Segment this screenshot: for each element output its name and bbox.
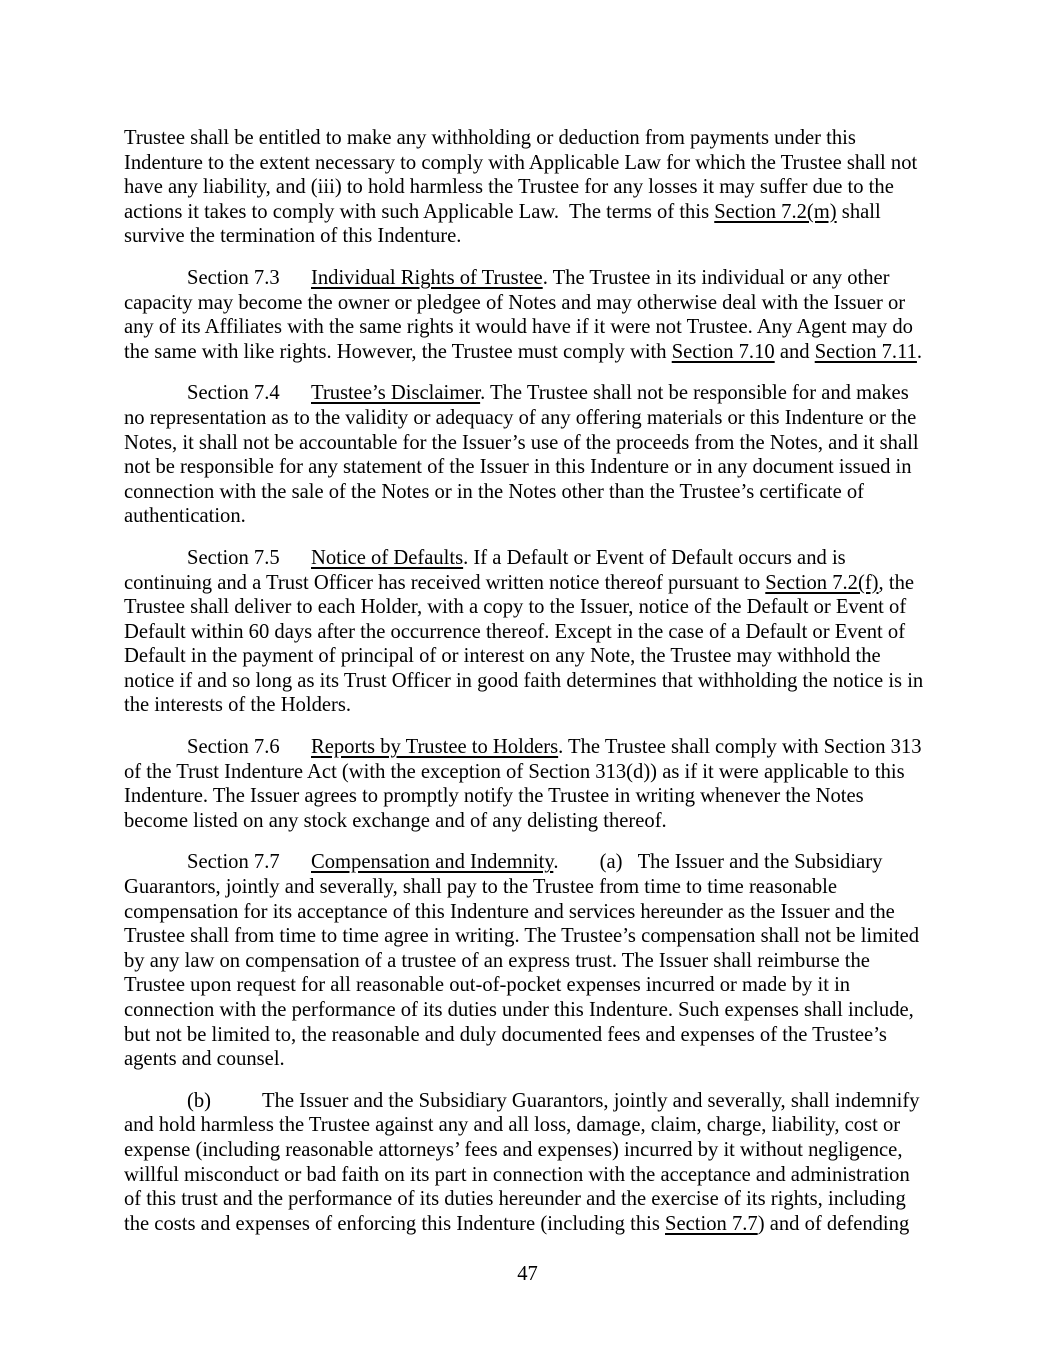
section-7-6-number: Section 7.6 bbox=[187, 736, 280, 759]
section-ref-7-2-f: Section 7.2(f) bbox=[765, 571, 879, 594]
subsection-b-paragraph bbox=[124, 1089, 931, 1237]
body-text: . bbox=[916, 340, 923, 363]
body-text: and bbox=[774, 340, 815, 363]
section-7-7-heading: Compensation and Indemnity bbox=[311, 851, 554, 874]
section-7-7-paragraph bbox=[124, 850, 931, 1071]
section-7-4-heading: Trustee’s Disclaimer bbox=[311, 382, 481, 405]
body-text: shall survive the termination of this Indenture. bbox=[124, 200, 881, 248]
subsection-b-label: (b) bbox=[187, 1089, 212, 1112]
section-ref-7-11: Section 7.11 bbox=[814, 340, 917, 363]
section-7-4-paragraph bbox=[124, 381, 931, 529]
paragraph-continuation bbox=[124, 126, 931, 249]
body-text: . The Trustee in its individual or any other capacity may become the owner or pledgee of Notes and may otherwise deal with the Issuer or any of its Affiliates with the same rights it would have if it were not Trustee. Any Agent may do the same with like rights. However, the Trustee must comply with bbox=[124, 266, 913, 363]
body-text: . (a) The Issuer and the Subsidiary Guarantors, jointly and severally, shall pay to the Trustee from time to time reasonable compensation for its acceptance of this Indenture and services hereunder as the Issuer and the Trustee shall from time to time agree in writing. The Trustee’s compensation shall not be limited by any law on compensation of a trustee of an express trust. The Issuer shall reimburse the Trustee upon request for all reasonable out-of-pocket expenses incurred or made by it in connection with the performance of its duties under this Indenture. Such expenses shall include, but not be limited to, the reasonable and duly documented fees and expenses of the Trustee’s agents and counsel. bbox=[124, 851, 920, 1071]
section-7-3-number: Section 7.3 bbox=[187, 266, 280, 289]
body-text: , the Trustee shall deliver to each Holder, with a copy to the Issuer, notice of the Default or Event of Default within 60 days after the occurrence thereof. Except in the case of a Default or Event of Default in the payment of principal of or interest on any Note, the Trustee may withhold the notice if and so long as its Trust Officer in good faith determines that withholding the notice is in the interests of the Holders. bbox=[124, 571, 924, 717]
body-text: Trustee shall be entitled to make any withholding or deduction from payments under this Indenture to the extent necessary to comply with Applicable Law for which the Trustee shall not have any liability, and (iii) to hold harmless the Trustee for any losses it may suffer due to the actions it takes to comply with such Applicable Law. The terms of this bbox=[124, 127, 918, 223]
document-body bbox=[124, 126, 931, 1253]
body-text: ) and of defending bbox=[757, 1212, 910, 1235]
body-text: . If a Default or Event of Default occurs and is continuing and a Trust Officer has received written notice thereof pursuant to bbox=[124, 546, 846, 594]
page-number: 47 bbox=[517, 1263, 538, 1285]
body-text: . The Trustee shall not be responsible for and makes no representation as to the validity or adequacy of any offering materials or this Indenture or the Notes, it shall not be accountable for the Issuer’s use of the proceeds from the Notes, and it shall not be responsible for any statement of the Issuer in this Indenture or in any document issued in connection with the sale of the Notes or in the Notes other than the Trustee’s certificate of authentication. bbox=[124, 382, 919, 528]
body-text: . The Trustee shall comply with Section 313 of the Trust Indenture Act (with the exception of Section 313(d)) as if it were applicable to this Indenture. The Issuer agrees to promptly notify the Trustee in writing whenever the Notes become listed on any stock exchange and of any delisting thereof. bbox=[124, 736, 922, 832]
section-7-4-number: Section 7.4 bbox=[187, 382, 280, 405]
section-7-6-heading: Reports by Trustee to Holders bbox=[311, 736, 559, 759]
section-ref-7-2-m: Section 7.2(m) bbox=[714, 200, 837, 223]
section-7-5-paragraph bbox=[124, 546, 931, 718]
section-ref-7-7: Section 7.7 bbox=[665, 1212, 758, 1235]
section-7-7-number: Section 7.7 bbox=[187, 851, 280, 874]
section-7-3-heading: Individual Rights of Trustee bbox=[311, 266, 543, 289]
section-7-3-paragraph bbox=[124, 266, 931, 364]
section-7-5-number: Section 7.5 bbox=[187, 546, 280, 569]
section-ref-7-10: Section 7.10 bbox=[671, 340, 775, 363]
body-text: The Issuer and the Subsidiary Guarantors, jointly and severally, shall indemnify and hold harmless the Trustee against any and all loss, damage, claim, charge, liability, cost or expense (including reasonable attorneys’ fees and expenses) incurred by it without negligence, willful misconduct or bad faith on its part in connection with the acceptance and administration of this trust and the performance of its duties hereunder and the exercise of its rights, including the costs and expenses of enforcing this Indenture (including this bbox=[124, 1089, 920, 1235]
section-7-5-heading: Notice of Defaults bbox=[311, 546, 464, 569]
section-7-6-paragraph bbox=[124, 735, 931, 833]
